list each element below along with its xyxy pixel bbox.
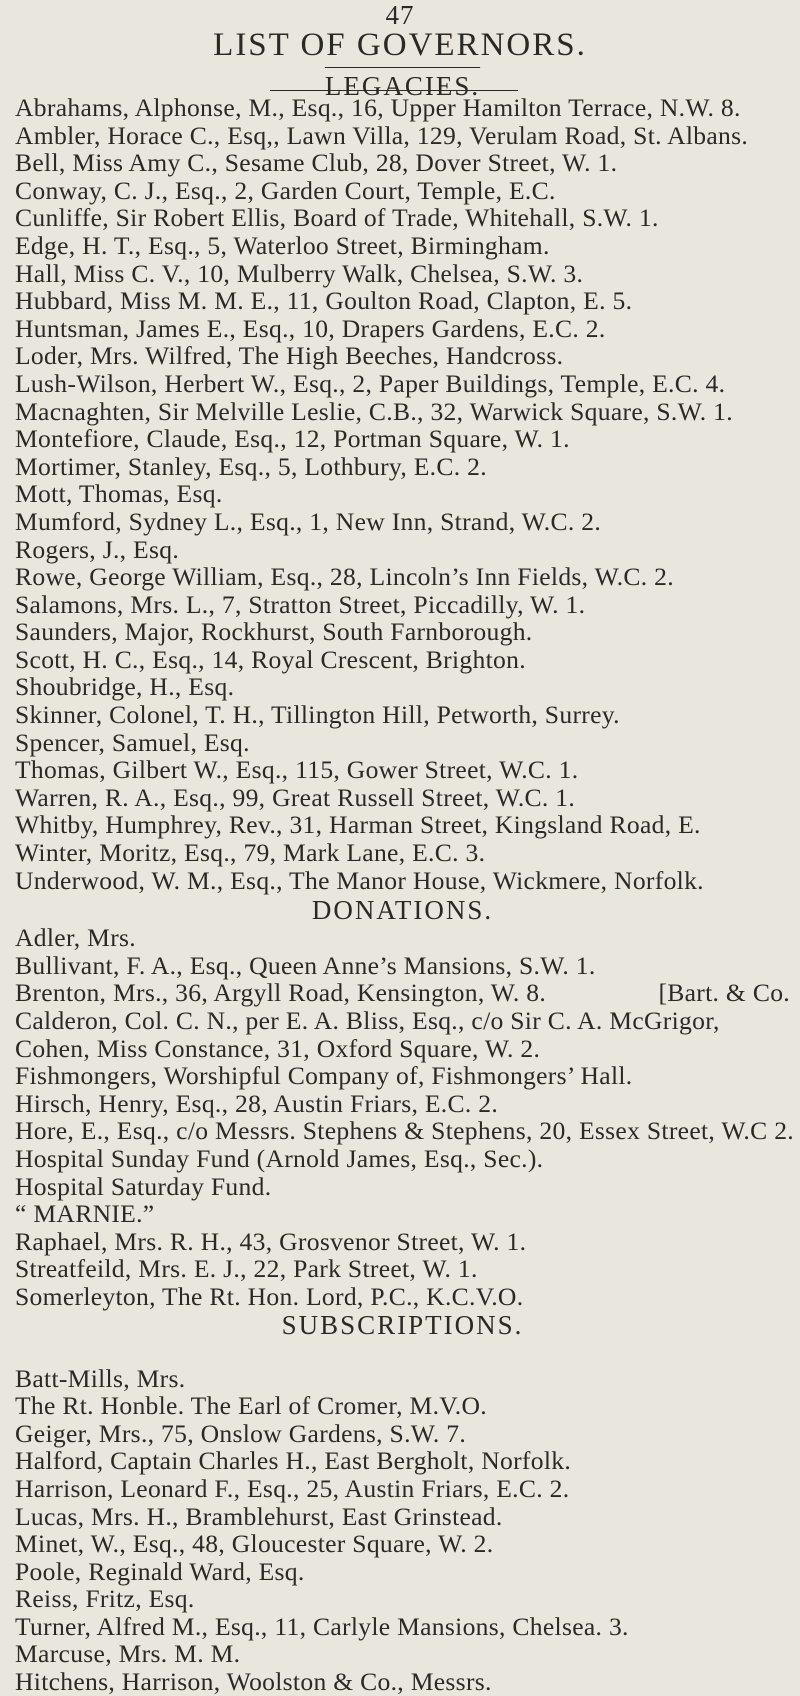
list-item: Adler, Mrs. [15, 923, 136, 953]
list-item: Mumford, Sydney L., Esq., 1, New Inn, Strand, W.C. 2. [15, 506, 602, 536]
section-heading-subscriptions: SUBSCRIPTIONS. [281, 1309, 524, 1340]
list-item: Mott, Thomas, Esq. [15, 479, 223, 509]
list-item: Ambler, Horace C., Esq,, Lawn Villa, 129, Verulam Road, St. Albans. [15, 120, 749, 150]
list-item: Lush-Wilson, Herbert W., Esq., 2, Paper Buildings, Temple, E.C. 4. [15, 368, 726, 398]
list-item: Turner, Alfred M., Esq., 11, Carlyle Mansions, Chelsea. 3. [15, 1611, 629, 1641]
list-item: Poole, Reginald Ward, Esq. [15, 1556, 305, 1586]
list-item: Hubbard, Miss M. M. E., 11, Goulton Road, Clapton, E. 5. [15, 286, 633, 316]
list-item: Raphael, Mrs. R. H., 43, Grosvenor Street, W. 1. [15, 1226, 527, 1256]
list-item: Mortimer, Stanley, Esq., 5, Lothbury, E.C. 2. [15, 451, 487, 481]
list-item: Hospital Sunday Fund (Arnold James, Esq., Sec.). [15, 1143, 544, 1173]
list-item: Halford, Captain Charles H., East Bergholt, Norfolk. [15, 1446, 572, 1476]
list-item: Macnaghten, Sir Melville Leslie, C.B., 32, Warwick Square, S.W. 1. [15, 396, 733, 426]
list-item: Thomas, Gilbert W., Esq., 115, Gower Street, W.C. 1. [15, 755, 579, 785]
list-item: Shoubridge, H., Esq. [15, 672, 235, 702]
list-item: Warren, R. A., Esq., 99, Great Russell Street, W.C. 1. [15, 782, 576, 812]
list-item: “ MARNIE.” [15, 1199, 155, 1229]
page-title: LIST OF GOVERNORS. [213, 27, 587, 63]
list-item: Winter, Moritz, Esq., 79, Mark Lane, E.C. 3. [15, 838, 486, 868]
list-item: Saunders, Major, Rockhurst, South Farnborough. [15, 617, 533, 647]
list-item: Streatfeild, Mrs. E. J., 22, Park Street, W. 1. [15, 1254, 478, 1284]
section-heading-donations: DONATIONS. [311, 895, 494, 926]
list-item: Batt-Mills, Mrs. [15, 1363, 186, 1393]
list-item: Somerleyton, The Rt. Hon. Lord, P.C., K.C.V.O. [15, 1281, 524, 1311]
list-item: Reiss, Fritz, Esq. [15, 1584, 195, 1614]
governors-list [15, 71, 794, 1696]
page-number: 47 [385, 0, 415, 30]
list-item: Calderon, Col. C. N., per E. A. Bliss, Esq., c/o Sir C. A. McGrigor, [15, 1006, 720, 1035]
list-item: Huntsman, James E., Esq., 10, Drapers Gardens, E.C. 2. [15, 313, 606, 343]
continuation-note: [Bart. & Co. [658, 978, 790, 1008]
list-item: Marcuse, Mrs. M. M. [15, 1639, 241, 1669]
list-item: Loder, Mrs. Wilfred, The High Beeches, Handcross. [15, 341, 564, 371]
list-item: Rowe, George William, Esq., 28, Lincoln’s Inn Fields, W.C. 2. [15, 562, 674, 592]
list-item: Montefiore, Claude, Esq., 12, Portman Square, W. 1. [15, 424, 570, 454]
list-item: Skinner, Colonel, T. H., Tillington Hill, Petworth, Surrey. [15, 700, 620, 730]
section-heading-legacies: LEGACIES. [324, 71, 481, 101]
list-item: Spencer, Samuel, Esq. [15, 727, 250, 757]
list-item: Hospital Saturday Fund. [15, 1171, 272, 1201]
list-item: Bell, Miss Amy C., Sesame Club, 28, Dover Street, W. 1. [15, 148, 618, 178]
list-item: Scott, H. C., Esq., 14, Royal Crescent, Brighton. [15, 644, 526, 674]
list-item: Edge, H. T., Esq., 5, Waterloo Street, Birmingham. [15, 230, 550, 260]
list-item: Cohen, Miss Constance, 31, Oxford Square, W. 2. [15, 1033, 541, 1063]
list-item: Brenton, Mrs., 36, Argyll Road, Kensington, W. 8. [15, 978, 547, 1008]
list-item: Hitchens, Harrison, Woolston & Co., Messrs. [15, 1667, 492, 1696]
list-item: Bullivant, F. A., Esq., Queen Anne’s Mansions, S.W. 1. [15, 950, 596, 980]
list-item: Abrahams, Alphonse, M., Esq., 16, Upper Hamilton Terrace, N.W. 8. [15, 93, 741, 122]
list-item: Geiger, Mrs., 75, Onslow Gardens, S.W. 7. [15, 1418, 467, 1448]
list-item: Lucas, Mrs. H., Bramblehurst, East Grinstead. [15, 1501, 503, 1531]
list-item: Harrison, Leonard F., Esq., 25, Austin Friars, E.C. 2. [15, 1473, 570, 1503]
list-item: Fishmongers, Worshipful Company of, Fishmongers’ Hall. [15, 1061, 633, 1091]
list-item: Minet, W., Esq., 48, Gloucester Square, W. 2. [15, 1529, 494, 1559]
list-item: Rogers, J., Esq. [15, 534, 180, 564]
list-item: Salamons, Mrs. L., 7, Stratton Street, Piccadilly, W. 1. [15, 589, 586, 619]
list-item: Hirsch, Henry, Esq., 28, Austin Friars, E.C. 2. [15, 1088, 499, 1118]
list-item: Hore, E., Esq., c/o Messrs. Stephens & Stephens, 20, Essex Street, W.C 2. [15, 1116, 794, 1146]
list-item: Conway, C. J., Esq., 2, Garden Court, Temple, E.C. [15, 175, 556, 205]
list-item: The Rt. Honble. The Earl of Cromer, M.V.O. [15, 1391, 487, 1421]
list-item: Cunliffe, Sir Robert Ellis, Board of Trade, Whitehall, S.W. 1. [15, 203, 659, 233]
list-item: Hall, Miss C. V., 10, Mulberry Walk, Chelsea, S.W. 3. [15, 258, 584, 288]
list-item: Underwood, W. M., Esq., The Manor House, Wickmere, Norfolk. [15, 865, 704, 895]
list-item: Whitby, Humphrey, Rev., 31, Harman Street, Kingsland Road, E. [15, 810, 701, 840]
